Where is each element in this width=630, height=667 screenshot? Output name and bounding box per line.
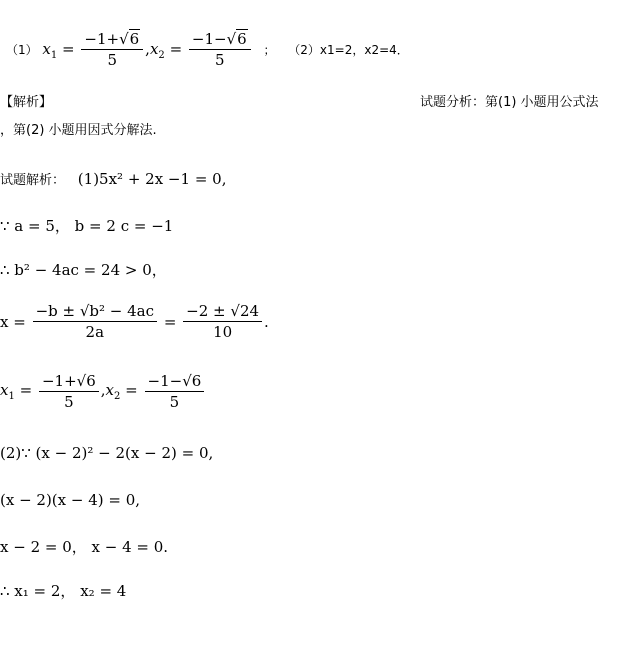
part1-label: （1） xyxy=(6,43,38,57)
analysis-second-line: ，第(2) 小题用因式分解法. xyxy=(0,123,157,138)
solution-step1 xyxy=(0,172,226,187)
analysis-heading: 【解析】 xyxy=(0,95,53,110)
step5-x2-fraction: $\frac{-1-√6}{5}$ xyxy=(145,374,205,410)
solution-step9: ∴ x₁ = 2， x₂ = 4 xyxy=(0,582,127,600)
step5-x1-fraction: $\frac{-1+√6}{5}$ xyxy=(39,374,99,410)
solution-step3: ∴ b² − 4ac = 24 > 0， xyxy=(0,261,167,279)
x1-fraction: $\frac{-1+√6}{5}$ xyxy=(81,32,143,68)
answer-line xyxy=(6,32,409,68)
substituted-fraction: $\frac{-2 \pm √24}{10}$ xyxy=(183,304,262,340)
solution-step2: ∵ a = 5， b = 2 c = −1 xyxy=(0,217,174,235)
solution-step4: x = $\frac{\text{−b ± √b² − 4ac}}{2a}$ = $\frac{-2 \pm √24}{10}$ . xyxy=(0,302,269,341)
step1-equation: (1)5x² + 2x −1 = 0, xyxy=(77,170,227,188)
x2-fraction: $\frac{-1-√6}{5}$ xyxy=(189,32,251,68)
solution-step7: (x − 2)(x − 4) = 0, xyxy=(0,491,141,509)
part2-answer: （2）x1=2，x2=4． xyxy=(288,43,409,57)
separator: ； xyxy=(263,43,276,57)
solution-label: 试题解析： xyxy=(0,173,66,188)
solution-step5: $x_1$ = $\frac{-1+√6}{5}$ $,x_2$ = $\frac{-1-√6}{5}$ xyxy=(0,374,206,410)
analysis-right-text: 试题分析：第(1) 小题用公式法 xyxy=(420,95,599,110)
quadratic-formula-fraction: $\frac{\text{−b ± √b² − 4ac}}{2a}$ xyxy=(33,304,157,340)
x1-expression: $x_1$ = $\frac{-1+√6}{5}$ $,x_2$ = $\frac{-1-√6}{5}$ xyxy=(42,32,252,68)
solution-step8: x − 2 = 0， x − 4 = 0. xyxy=(0,538,169,556)
solution-step6: (2)∵ (x − 2)² − 2(x − 2) = 0, xyxy=(0,444,214,462)
